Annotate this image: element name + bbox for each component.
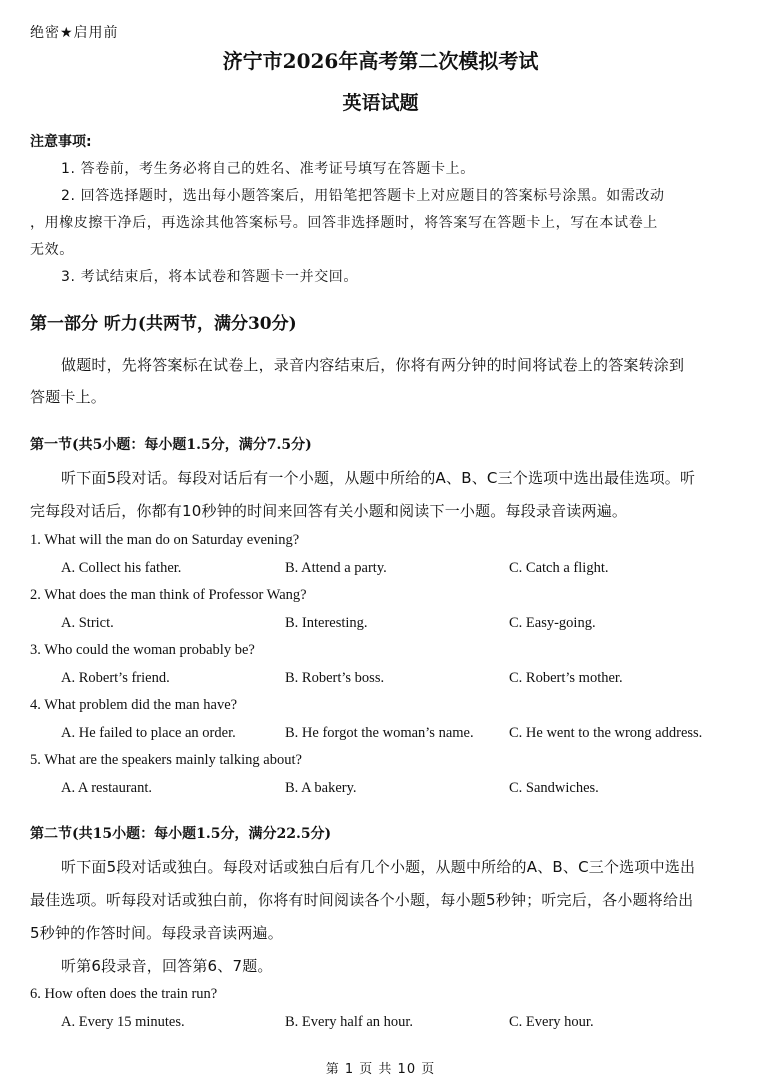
section2-title: 第二节(共15小题：每小题1.5分，满分22.5分) [30, 826, 332, 842]
option-a: A. A restaurant. [61, 780, 153, 796]
question-3: 3. Who could the woman probably be? [30, 642, 255, 658]
exam-subtitle: 英语试题 [342, 92, 419, 114]
option-c: C. He went to the wrong address. [509, 725, 703, 741]
option-a: A. Robert’s friend. [61, 670, 170, 686]
section2-intro-line: 最佳选项。听每段对话或独白前，你将有时间阅读各个小题，每小题5秒钟；听完后，各小题将给出 [30, 891, 694, 909]
section2-intro-line: 5秒钟的作答时间。每段录音读两遍。 [30, 924, 283, 942]
page-number: 第 1 页 共 10 页 [325, 1062, 436, 1077]
part1-intro-line: 做题时，先将答案标在试卷上，录音内容结束后，你将有两分钟的时间将试卷上的答案转涂到 [61, 356, 685, 374]
part1-intro-line: 答题卡上。 [30, 388, 107, 406]
question-5: 5. What are the speakers mainly talking about? [30, 752, 302, 768]
notice-line: ，用橡皮擦干净后，再选涂其他答案标号。回答非选择题时，将答案写在答题卡上，写在本试卷上 [30, 215, 658, 231]
section1-intro-line: 完每段对话后，你都有10秒钟的时间来回答有关小题和阅读下一小题。每段录音读两遍。 [30, 502, 628, 520]
question-6: 6. How often does the train run? [30, 986, 218, 1002]
notice-line: 1. 答卷前，考生务必将自己的姓名、准考证号填写在答题卡上。 [61, 161, 475, 177]
option-c: C. Sandwiches. [509, 780, 599, 796]
question-1: 1. What will the man do on Saturday evening? [30, 532, 300, 548]
option-b: B. He forgot the woman’s name. [285, 725, 474, 741]
option-a: A. Strict. [61, 615, 114, 631]
option-a: A. He failed to place an order. [61, 725, 236, 741]
option-a: A. Collect his father. [61, 560, 182, 576]
section2-sub-intro: 听第6段录音，回答第6、7题。 [61, 957, 273, 975]
option-b: B. Robert’s boss. [285, 670, 385, 686]
part1-title: 第一部分 听力(共两节，满分30分) [30, 314, 297, 334]
section1-intro-line: 听下面5段对话。每段对话后有一个小题，从题中所给的A、B、C三个选项中选出最佳选项。听 [61, 469, 696, 487]
confidential-label: 绝密★启用前 [30, 25, 119, 41]
option-c: C. Catch a flight. [509, 560, 609, 576]
option-b: B. A bakery. [285, 780, 357, 796]
option-a: A. Every 15 minutes. [61, 1014, 185, 1030]
option-b: B. Every half an hour. [285, 1014, 414, 1030]
question-2: 2. What does the man think of Professor Wang? [30, 587, 307, 603]
question-4: 4. What problem did the man have? [30, 697, 238, 713]
notice-line: 2. 回答选择题时，选出每小题答案后，用铅笔把答题卡上对应题目的答案标号涂黑。如需改动 [61, 188, 665, 204]
section1-title: 第一节(共5小题：每小题1.5分，满分7.5分) [30, 437, 312, 453]
notice-heading: 注意事项: [30, 134, 92, 150]
option-c: C. Every hour. [509, 1014, 594, 1030]
exam-title: 济宁市2026年高考第二次模拟考试 [222, 49, 539, 73]
option-c: C. Robert’s mother. [509, 670, 623, 686]
section2-intro-line: 听下面5段对话或独白。每段对话或独白后有几个小题，从题中所给的A、B、C三个选项中选出 [61, 858, 696, 876]
notice-line: 无效。 [30, 242, 74, 258]
notice-line: 3. 考试结束后，将本试卷和答题卡一并交回。 [61, 269, 359, 285]
option-b: B. Interesting. [285, 615, 368, 631]
option-c: C. Easy-going. [509, 615, 596, 631]
option-b: B. Attend a party. [285, 560, 387, 576]
